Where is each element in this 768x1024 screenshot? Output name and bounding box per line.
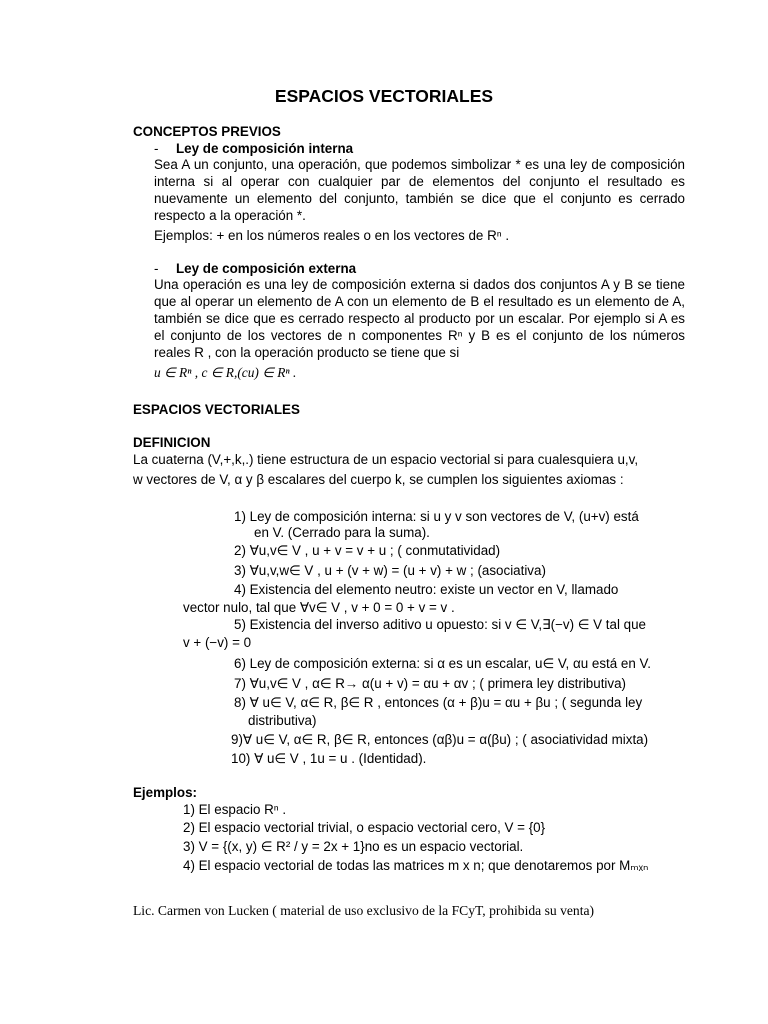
- example-4: 4) El espacio vectorial de todas las matrices m x n; que denotaremos por Mₘₓₙ: [183, 858, 649, 873]
- subheading-ley-externa: Ley de composición externa: [176, 261, 357, 276]
- example-1: 1) El espacio Rⁿ .: [183, 802, 287, 817]
- section-heading-conceptos: CONCEPTOS PREVIOS: [133, 124, 281, 139]
- examples-ley-interna: Ejemplos: + en los números reales o en los vectores de Rⁿ .: [154, 228, 510, 243]
- dash-2: -: [154, 261, 159, 276]
- footer-credit: Lic. Carmen von Lucken ( material de uso exclusivo de la FCyT, prohibida su venta): [133, 903, 595, 918]
- axiom-9: 9)∀ u∈ V, α∈ R, β∈ R, entonces (αβ)u = α(βu) ; ( asociatividad mixta): [231, 732, 649, 747]
- dash-1: -: [154, 141, 159, 156]
- axiom-2: 2) ∀u,v∈ V , u + v = v + u ; ( conmutatividad): [234, 543, 501, 558]
- axiom-8-line-2: distributiva): [248, 713, 317, 728]
- subheading-ley-interna: Ley de composición interna: [176, 141, 354, 156]
- definition-line-1: La cuaterna (V,+,k,.) tiene estructura de un espacio vectorial si para cualesquiera u,v,: [133, 452, 639, 467]
- formula-ley-externa: u ∈ Rⁿ , c ∈ R,(cu) ∈ Rⁿ .: [154, 365, 297, 380]
- axiom-10: 10) ∀ u∈ V , 1u = u . (Identidad).: [231, 751, 427, 766]
- section-heading-espacios: ESPACIOS VECTORIALES: [133, 402, 300, 417]
- axiom-5-line-2: v + (−v) = 0: [183, 635, 252, 650]
- paragraph-ley-interna: Sea A un conjunto, una operación, que podemos simbolizar * es una ley de composición interna si al operar con cualquier par de elementos del conjunto el resultado es nuevamente un elemento del conjunto, también se dice que el conjunto es cerrado respecto a la operación *.: [154, 157, 685, 223]
- example-2: 2) El espacio vectorial trivial, o espacio vectorial cero, V = {0}: [183, 820, 546, 835]
- definition-heading: DEFINICION: [133, 435, 211, 450]
- axiom-7: 7) ∀u,v∈ V , α∈ R→ α(u + v) = αu + αv ; ( primera ley distributiva): [234, 676, 626, 691]
- axiom-1-line-1: 1) Ley de composición interna: si u y v son vectores de V, (u+v) está: [234, 509, 639, 524]
- axiom-8-line-1: 8) ∀ u∈ V, α∈ R, β∈ R , entonces (α + β)u = αu + βu ; ( segunda ley: [234, 695, 643, 710]
- axiom-1-line-2: en V. (Cerrado para la suma).: [254, 525, 430, 540]
- axiom-5-line-1: 5) Existencia del inverso aditivo u opuesto: si v ∈ V,∃(−v) ∈ V tal que: [234, 617, 647, 632]
- axiom-4-line-2: vector nulo, tal que ∀v∈ V , v + 0 = 0 + v = v .: [183, 600, 455, 615]
- axiom-3: 3) ∀u,v,w∈ V , u + (v + w) = (u + v) + w ; (asociativa): [234, 563, 546, 578]
- example-3: 3) V = {(x, y) ∈ R² / y = 2x + 1}no es un espacio vectorial.: [183, 839, 524, 854]
- axiom-4-line-1: 4) Existencia del elemento neutro: existe un vector en V, llamado: [234, 582, 619, 597]
- page-title: ESPACIOS VECTORIALES: [274, 86, 494, 106]
- examples-heading: Ejemplos:: [133, 785, 197, 800]
- paragraph-ley-externa: Una operación es una ley de composición externa si dados dos conjuntos A y B se tiene que al operar un elemento de A con un elemento de B el resultado es un elemento de A, también se dice que es cerrado respecto al producto por un escalar. Por ejemplo si A es el conjunto de los vectores de n componentes Rⁿ y B es el conjunto de los números reales R , con la operación producto se tiene que si: [154, 277, 685, 360]
- axiom-6: 6) Ley de composición externa: si α es un escalar, u∈ V, αu está en V.: [234, 656, 651, 671]
- definition-line-2: w vectores de V, α y β escalares del cuerpo k, se cumplen los siguientes axiomas :: [133, 472, 624, 487]
